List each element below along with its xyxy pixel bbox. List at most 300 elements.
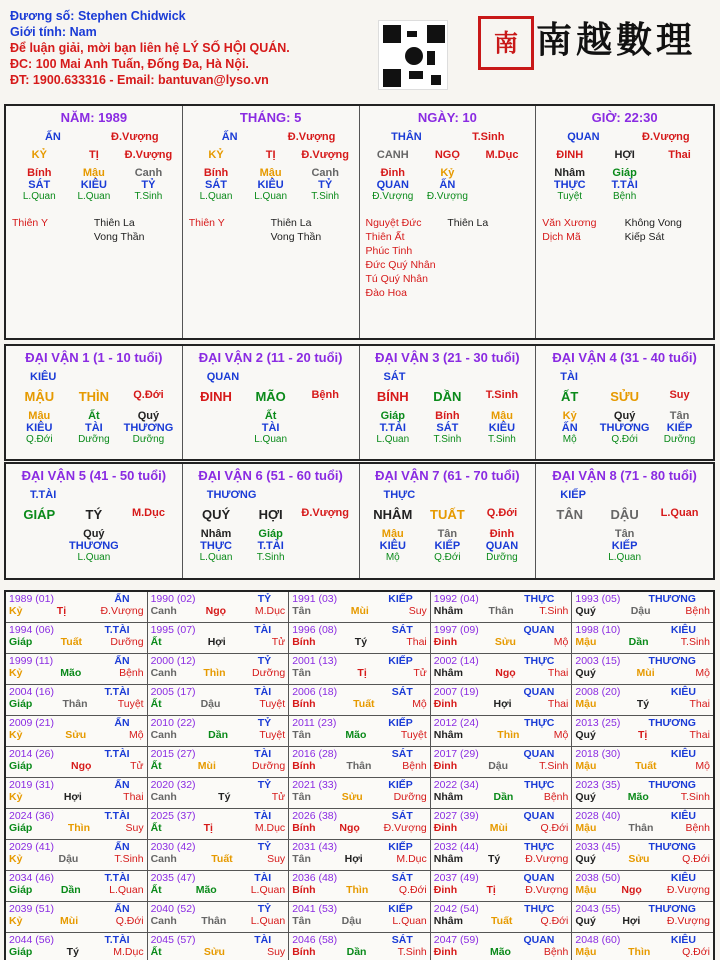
year-branch: Ngọ: [71, 760, 92, 772]
year-stem: Tân: [292, 853, 311, 865]
year-label: 2014 (26): [9, 748, 54, 760]
year-star: SÁT: [391, 810, 413, 822]
year-bottom: [575, 915, 710, 927]
stars-right: [94, 216, 176, 244]
dv-hidden-stem: Tân: [669, 410, 690, 422]
year-bottom: [151, 667, 286, 679]
hidden-stem: Giáp: [612, 167, 637, 179]
star-name: Văn Xương: [542, 217, 597, 229]
year-star: KIẾP: [388, 903, 413, 915]
dv-hidden-stem: Ất: [88, 410, 100, 422]
year-stem: Đinh: [433, 946, 458, 958]
yearly-cell: [6, 809, 148, 839]
star-name: Không Vong: [624, 217, 682, 229]
yearly-cell: [289, 747, 431, 777]
year-branch: Thân: [201, 915, 227, 927]
year-top: [575, 934, 710, 946]
yearly-row: [6, 623, 713, 654]
pillar-stem: ĐINH: [556, 149, 584, 161]
year-branch: Mão: [627, 791, 649, 803]
year-top: [151, 872, 286, 884]
year-label: 2000 (12): [150, 655, 196, 667]
year-label: 2023 (35): [575, 779, 621, 791]
yearly-cell: [572, 840, 713, 870]
year-star: SÁT: [391, 686, 413, 698]
hidden-stem: Kỷ: [440, 167, 455, 179]
year-branch: Hợi: [622, 915, 641, 927]
hidden-stem: [475, 167, 530, 179]
year-bottom: [292, 884, 427, 896]
dv-hidden-star: KIÊU: [26, 422, 53, 434]
year-top: [9, 872, 144, 884]
year-state: T.Sinh: [539, 760, 569, 772]
year-bottom: [292, 698, 427, 710]
year-bottom: [292, 822, 427, 834]
header-info: [10, 8, 370, 88]
dai-van-title: ĐẠI VẬN 1 (1 - 10 tuổi): [25, 350, 163, 365]
year-state: Mộ: [553, 636, 569, 648]
hidden-state: L.Quan: [199, 191, 233, 202]
pillar-star: THÂN: [391, 131, 422, 143]
dv-hidden-stem: Mậu: [490, 410, 513, 422]
year-star: TÀI: [254, 624, 272, 636]
year-bottom: [434, 729, 569, 741]
year-stem: Ất: [150, 760, 162, 772]
year-star: T.TÀI: [104, 934, 130, 946]
yearly-cell: [6, 592, 148, 622]
dv-hidden-state: Q.Đới: [434, 552, 461, 563]
yearly-cell: [572, 933, 713, 960]
year-branch: Tuất: [491, 915, 513, 927]
year-top: [9, 841, 144, 853]
year-label: 1990 (02): [150, 593, 196, 605]
year-bottom: [9, 605, 144, 617]
hidden-star: THỰC: [553, 179, 586, 191]
year-star: TÀI: [254, 810, 272, 822]
dv-hidden-star: [189, 422, 244, 434]
year-star: ẤN: [114, 841, 130, 853]
hidden-states-row: [366, 191, 530, 202]
yearly-cell: [289, 933, 431, 960]
dv-hidden-stem: Tân: [614, 528, 635, 540]
year-branch: Thân: [628, 822, 654, 834]
dai-van-hidden-row: [189, 422, 353, 434]
stars-left: [542, 216, 624, 244]
year-stem: Mậu: [575, 946, 597, 958]
year-star: ẤN: [114, 903, 130, 915]
yearly-cell: [289, 902, 431, 932]
star-name: Nguyệt Đức: [365, 217, 422, 229]
year-top: [575, 779, 710, 791]
yearly-table: [4, 590, 715, 960]
hidden-stem: Canh: [134, 167, 163, 179]
dai-van-cell: [183, 464, 360, 578]
year-stem: Kỷ: [9, 605, 23, 617]
yearly-cell: [431, 592, 573, 622]
dai-van-pillar: [189, 389, 353, 404]
year-star: TÀI: [254, 686, 272, 698]
year-state: L.Quan: [392, 915, 427, 927]
year-stem: Ất: [150, 884, 162, 896]
year-label: 2022 (34): [433, 779, 479, 791]
year-bottom: [434, 698, 569, 710]
dv-hidden-state: Dưỡng: [486, 552, 518, 563]
year-star: ẤN: [114, 717, 130, 729]
pillar-cell: [6, 106, 183, 338]
yearly-row: [6, 747, 713, 778]
yearly-cell: [572, 778, 713, 808]
dai-van-star: T.TÀI: [30, 489, 57, 501]
pillar-state: Đ.Vượng: [111, 131, 159, 143]
yearly-cell: [6, 778, 148, 808]
dv-hidden-state: L.Quan: [77, 552, 111, 563]
dai-van-state: Q.Đới: [486, 507, 518, 519]
yearly-row: [6, 716, 713, 747]
star-name: Thiên La: [447, 217, 489, 229]
hidden-states-row: [189, 191, 353, 202]
year-label: 2004 (16): [9, 686, 54, 698]
dai-van-hidden-row: [12, 552, 176, 563]
year-branch: Thìn: [628, 946, 651, 958]
dai-van-hidden-row: [12, 422, 176, 434]
dai-van-title: ĐẠI VẬN 3 (21 - 30 tuổi): [375, 350, 520, 365]
year-branch: Mão: [60, 667, 82, 679]
hidden-states-row: [12, 191, 176, 202]
dai-van-cell: [6, 346, 183, 459]
dai-van-hidden-row: [12, 434, 176, 445]
dv-hidden-state: Mộ: [385, 552, 400, 563]
dai-van-cell: [360, 346, 537, 459]
year-star: QUAN: [523, 872, 555, 884]
year-branch: Tuất: [635, 760, 657, 772]
yearly-cell: [148, 685, 290, 715]
year-label: 1991 (03): [292, 593, 338, 605]
dv-hidden-state: [542, 552, 597, 563]
year-bottom: [151, 605, 286, 617]
address-line: ĐC: 100 Mai Anh Tuấn, Đống Đa, Hà Nội.: [10, 57, 249, 71]
year-star: TỶ: [257, 655, 272, 667]
year-state: Bệnh: [685, 822, 710, 834]
star-name: Đức Quý Nhân: [365, 259, 436, 271]
year-top: [292, 841, 427, 853]
dai-van-cell: [360, 464, 537, 578]
year-state: Bệnh: [685, 605, 710, 617]
year-stem: Đinh: [433, 636, 458, 648]
dai-van-row-1: [4, 344, 715, 461]
year-top: [434, 593, 569, 605]
year-bottom: [434, 760, 569, 772]
year-star: TỶ: [257, 903, 272, 915]
dv-hidden-star: KIÊU: [379, 540, 406, 552]
year-bottom: [9, 915, 144, 927]
year-stem: Bính: [292, 946, 316, 958]
dai-van-hidden-row: [366, 422, 530, 434]
dv-hidden-stem: Kỷ: [562, 410, 577, 422]
year-bottom: [575, 822, 710, 834]
dv-hidden-star: [298, 540, 353, 552]
year-branch: Tý: [218, 791, 231, 803]
dv-hidden-state: L.Quan: [376, 434, 410, 445]
dai-van-branch: HỢI: [258, 507, 283, 522]
year-state: L.Quan: [250, 884, 286, 896]
dai-van-hidden-row: [542, 434, 707, 445]
year-bottom: [9, 853, 144, 865]
year-stem: Bính: [292, 822, 316, 834]
year-top: [575, 748, 710, 760]
year-top: [434, 686, 569, 698]
year-top: [151, 934, 286, 946]
yearly-cell: [148, 902, 290, 932]
hidden-stem: Mậu: [82, 167, 105, 179]
dai-van-pillar: [189, 507, 353, 522]
year-state: Dưỡng: [251, 760, 286, 772]
year-bottom: [434, 946, 569, 958]
year-label: 2005 (17): [150, 686, 196, 698]
year-label: 1999 (11): [9, 655, 54, 667]
dv-hidden-star: [121, 540, 176, 552]
dai-van-title: ĐẠI VẬN 8 (71 - 80 tuổi): [552, 468, 697, 483]
pillar-cell: [360, 106, 537, 338]
dai-van-stem: ĐINH: [200, 389, 232, 404]
year-label: 2006 (18): [292, 686, 338, 698]
yearly-row: [6, 685, 713, 716]
yearly-cell: [572, 716, 713, 746]
pillar-star: QUAN: [567, 131, 600, 143]
dai-van-star: THỰC: [383, 489, 416, 501]
year-top: [151, 686, 286, 698]
dai-van-stem: QUÝ: [201, 507, 231, 522]
year-star: THỰC: [524, 779, 555, 791]
year-branch: Sửu: [494, 636, 516, 648]
year-top: [575, 624, 710, 636]
hidden-stems-row: [542, 167, 707, 179]
year-bottom: [151, 698, 286, 710]
year-top: [434, 779, 569, 791]
hidden-state: [475, 191, 530, 202]
year-bottom: [292, 667, 427, 679]
year-label: 2024 (36): [9, 810, 54, 822]
year-label: 1995 (07): [150, 624, 196, 636]
year-stem: Ất: [150, 698, 162, 710]
dv-hidden-state: [298, 552, 353, 563]
dai-van-title: ĐẠI VẬN 7 (61 - 70 tuổi): [375, 468, 520, 483]
year-state: Thai: [406, 636, 427, 648]
year-branch: Mùi: [489, 822, 508, 834]
year-branch: Hợi: [344, 853, 363, 865]
dai-van-state: Q.Đới: [133, 389, 164, 401]
yearly-cell: [431, 840, 573, 870]
yearly-cell: [431, 623, 573, 653]
hidden-state: [652, 191, 707, 202]
year-state: Q.Đới: [682, 946, 710, 958]
dai-van-star: QUAN: [206, 371, 240, 383]
dai-van-hidden-row: [189, 528, 353, 540]
year-state: Q.Đới: [115, 915, 144, 927]
year-branch: Dần: [346, 946, 367, 958]
yearly-cell: [431, 778, 573, 808]
dai-van-branch: TUẤT: [430, 507, 465, 522]
year-top: [9, 686, 144, 698]
dai-van-hidden-row: [12, 528, 176, 540]
dv-hidden-state: Q.Đới: [26, 434, 53, 445]
pillar-state: T.Sinh: [472, 131, 505, 143]
year-star: T.TÀI: [104, 810, 130, 822]
dv-hidden-star: [12, 540, 67, 552]
year-state: Thai: [547, 667, 569, 679]
pillar-stem-row: [366, 149, 530, 161]
dv-hidden-stem: [298, 528, 353, 540]
year-top: [9, 593, 144, 605]
star-name: Thiên La: [270, 217, 312, 229]
year-stem: Canh: [150, 667, 177, 679]
dai-van-branch: TÝ: [85, 507, 103, 522]
year-star: TỶ: [257, 717, 272, 729]
year-bottom: [9, 667, 144, 679]
year-stem: Quý: [575, 791, 596, 803]
dai-van-hidden-row: [189, 540, 353, 552]
year-stem: Canh: [150, 605, 177, 617]
year-bottom: [292, 946, 427, 958]
dv-hidden-stem: [121, 528, 176, 540]
year-star: KIÊU: [670, 872, 696, 884]
qr-code: [378, 20, 448, 90]
year-label: 2036 (48): [292, 872, 338, 884]
year-stem: Quý: [575, 915, 596, 927]
year-star: KIẾP: [388, 841, 413, 853]
year-star: TỶ: [257, 841, 272, 853]
year-label: 1996 (08): [292, 624, 338, 636]
year-top: [292, 810, 427, 822]
yearly-row: [6, 933, 713, 960]
yearly-cell: [6, 747, 148, 777]
dai-van-cell: [6, 464, 183, 578]
year-branch: Dậu: [200, 698, 221, 710]
dai-van-pillar: [542, 389, 707, 404]
year-branch: Dậu: [341, 915, 362, 927]
yearly-cell: [572, 809, 713, 839]
year-top: [434, 810, 569, 822]
stars-left: [189, 216, 271, 244]
year-top: [575, 717, 710, 729]
yearly-cell: [572, 902, 713, 932]
pillar-star-row: [542, 131, 707, 143]
year-label: 2003 (15): [575, 655, 621, 667]
year-label: 2037 (49): [433, 872, 479, 884]
year-state: Bệnh: [119, 667, 144, 679]
year-state: Đ.Vượng: [525, 884, 569, 896]
year-branch: Thìn: [497, 729, 520, 741]
year-label: 2032 (44): [433, 841, 479, 853]
pillar-star: ẤN: [221, 131, 238, 143]
pillar-stem: KỶ: [208, 149, 224, 161]
dv-hidden-state: Q.Đới: [611, 434, 638, 445]
year-stem: Quý: [575, 729, 596, 741]
year-bottom: [434, 915, 569, 927]
year-label: 2043 (55): [575, 903, 621, 915]
yearly-cell: [289, 716, 431, 746]
year-label: 1992 (04): [433, 593, 479, 605]
year-bottom: [9, 636, 144, 648]
year-top: [151, 655, 286, 667]
year-stem: Đinh: [433, 884, 458, 896]
year-state: L.Quan: [109, 884, 144, 896]
year-stem: Đinh: [433, 822, 458, 834]
year-star: QUAN: [523, 624, 555, 636]
year-star: TÀI: [254, 748, 272, 760]
year-bottom: [9, 791, 144, 803]
year-star: SÁT: [391, 748, 413, 760]
yearly-cell: [289, 840, 431, 870]
year-bottom: [575, 667, 710, 679]
pillar-stem: KỶ: [31, 149, 47, 161]
star-name: Thiên Ất: [365, 231, 405, 243]
stars-list: [542, 216, 707, 244]
year-stem: Nhâm: [433, 915, 463, 927]
yearly-cell: [289, 623, 431, 653]
year-star: T.TÀI: [104, 748, 130, 760]
dai-van-state: T.Sinh: [485, 389, 519, 401]
year-top: [151, 903, 286, 915]
year-branch: Tị: [357, 667, 367, 679]
dv-hidden-stem: [12, 528, 67, 540]
year-branch: Mùi: [350, 605, 369, 617]
year-branch: Dần: [493, 791, 514, 803]
year-bottom: [434, 791, 569, 803]
year-label: 2021 (33): [292, 779, 338, 791]
year-top: [434, 903, 569, 915]
year-label: 2045 (57): [150, 934, 196, 946]
dv-hidden-stem: Ất: [264, 410, 277, 422]
year-top: [292, 934, 427, 946]
pillar-star-row: [12, 131, 176, 143]
pillar-branch: TỊ: [265, 149, 276, 161]
year-branch: Thân: [488, 605, 514, 617]
hidden-star: KIÊU: [80, 179, 107, 191]
stars-left: [366, 216, 448, 300]
year-label: 1993 (05): [575, 593, 621, 605]
year-branch: Tị: [486, 884, 496, 896]
year-top: [151, 624, 286, 636]
year-state: Thai: [689, 698, 710, 710]
stars-list: [366, 216, 530, 300]
year-bottom: [434, 667, 569, 679]
year-star: T.TÀI: [104, 686, 130, 698]
year-star: KIÊU: [670, 810, 696, 822]
year-state: Tuyệt: [117, 698, 144, 710]
year-label: 1998 (10): [575, 624, 621, 636]
year-branch: Sửu: [203, 946, 225, 958]
year-stem: Bính: [292, 884, 316, 896]
yearly-cell: [431, 809, 573, 839]
year-label: 2011 (23): [292, 717, 337, 729]
yearly-row: [6, 654, 713, 685]
dv-hidden-star: THỰC: [200, 540, 232, 552]
year-top: [151, 748, 286, 760]
dv-hidden-state: L.Quan: [254, 434, 288, 445]
year-star: THƯƠNG: [648, 841, 696, 853]
year-bottom: [9, 698, 144, 710]
stars-right: [271, 216, 353, 244]
year-top: [575, 903, 710, 915]
pillar-title: GIỜ: 22:30: [591, 110, 658, 125]
yearly-cell: [572, 871, 713, 901]
hidden-star: SÁT: [205, 179, 228, 191]
year-state: Suy: [267, 946, 286, 958]
dai-van-star: SÁT: [383, 371, 406, 383]
year-state: Q.Đới: [540, 915, 569, 927]
dai-van-star: TÀI: [560, 371, 578, 383]
year-bottom: [575, 946, 710, 958]
